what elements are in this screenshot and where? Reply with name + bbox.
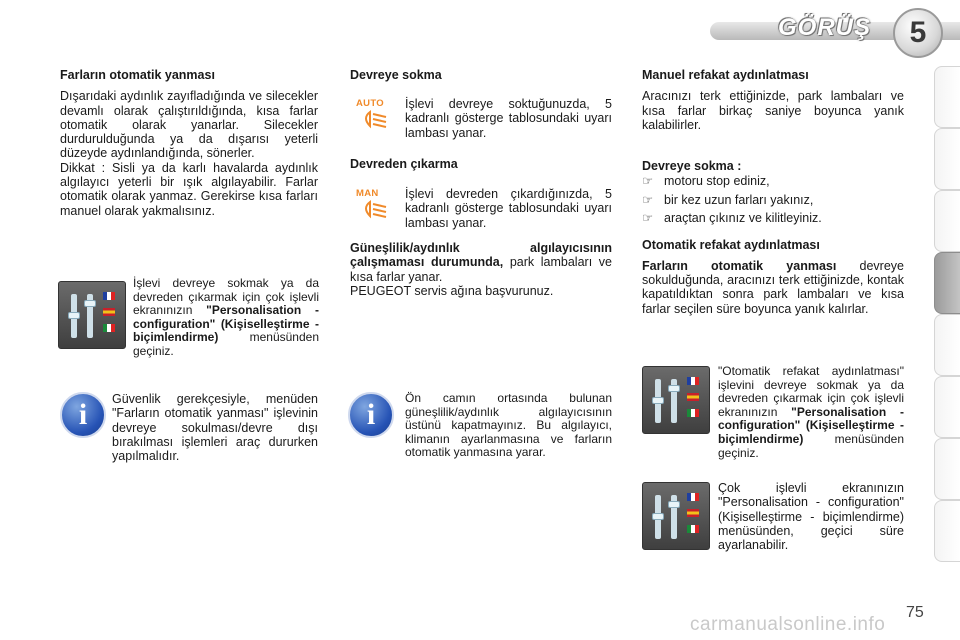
auto-guide-text (642, 259, 904, 316)
section-heading-deactivate-wrap (350, 157, 612, 171)
settings-sliders-icon (642, 366, 710, 434)
chapter-tab-7[interactable] (934, 438, 960, 500)
chapter-tab-2[interactable] (934, 128, 960, 190)
sensor-fault-service: PEUGEOT servis ağına başvurunuz. (350, 283, 554, 298)
settings-menu-name: "Personalisation - configuration" (Kişiselleştirme - biçimlendirme) (718, 404, 904, 446)
list-item: ☞ araçtan çıkınız ve kilitleyiniz. (642, 211, 822, 226)
page-header (0, 0, 960, 62)
column-1 (60, 68, 318, 218)
manual-lamp-icon: MAN (356, 188, 396, 224)
section-heading-auto-guide: Otomatik refakat aydınlatması (642, 238, 820, 253)
chapter-number-badge (893, 8, 943, 58)
info-note-safety: Güvenlik gerekçesiyle, menüden "Farların otomatik yanması" işlevinin devreye sokulması/devre dışı bırakılması işlemleri araç dururken yapılmalıdır. (112, 392, 318, 464)
sensor-fault-text: park lambaları ve kısa farlar yanar. (350, 255, 612, 284)
page-number: 75 (906, 604, 924, 621)
info-icon: i (60, 392, 106, 438)
chapter-tab-4-active[interactable] (934, 252, 960, 314)
section-heading-activate-steps: Devreye sokma : (642, 159, 742, 174)
column-3 (642, 68, 904, 316)
section-heading-manual-guide: Manuel refakat aydınlatması (642, 68, 809, 82)
watermark: carmanualsonline.info (690, 614, 886, 635)
settings-menu-name: "Personalisation - configuration" (Kişiselleştirme - biçimlendirme) (133, 303, 319, 345)
auto-guide-rest: devreye sokulduğunda, aracınızı terk ettiğinizde, kontak kapatıldıktan sonra park lambaları ve kısa farlar seçilen süre boyunca yanık kalırlar. (642, 258, 904, 316)
chapter-tab-5[interactable] (934, 314, 960, 376)
chapter-tab-6[interactable] (934, 376, 960, 438)
manual-guide-text: Aracınızı terk ettiğinizde, park lambaları ve kısa farlar birkaç saniye boyunca yanık kalabilirler. (642, 89, 904, 132)
settings-note-tail: menüsünden geçiniz. (133, 330, 319, 358)
settings-note-3: Çok işlevli ekranınızın "Personalisation - configuration" (Kişiselleştirme - biçimlendirme) menüsünden, geçici süre ayarlanabilir. (718, 481, 904, 553)
settings-note-1 (133, 277, 319, 359)
auto-lamp-icon: AUTO (356, 98, 396, 134)
settings-note-tail: menüsünden geçiniz. (718, 431, 904, 460)
settings-note-text: "Otomatik refakat aydınlatması" işlevini devreye sokmak ya da devreden çıkarmak için çok işlevli ekranınızın (718, 364, 904, 419)
chapter-tab-3[interactable] (934, 190, 960, 252)
pointing-hand-icon: ☞ (642, 211, 654, 226)
list-item: ☞ motoru stop ediniz, (642, 174, 770, 189)
sensor-fault-block (350, 241, 612, 298)
chapter-tab-1[interactable] (934, 66, 960, 128)
settings-sliders-icon (642, 482, 710, 550)
section-heading-activate: Devreye sokma (350, 68, 442, 82)
section-heading-deactivate: Devreden çıkarma (350, 157, 458, 171)
chapter-tab-strip (930, 66, 960, 574)
info-icon: i (348, 392, 394, 438)
column-2 (350, 68, 612, 82)
info-note-sensor: Ön camın ortasında bulunan güneşlilik/aydınlık algılayıcısının üstünü kapatmayınız. Bu algılayıcı, klimanın ayarlanmasına ve farların otomatik yanmasına yarar. (405, 391, 612, 460)
chapter-title: GÖRÜŞ (778, 14, 872, 41)
settings-sliders-icon (58, 281, 126, 349)
list-item: ☞ bir kez uzun farları yakınız, (642, 192, 814, 207)
deactivate-text: İşlevi devreden çıkardığınızda, 5 kadranlı gösterge tablosundaki uyarı lambası yanar. (405, 187, 612, 230)
auto-lights-caution: Dikkat : Sisli ya da karlı havalarda aydınlık algılayıcı yeterli bir ışık algılayabilir. Farlar otomatik olarak yanmaz. Gerekirse kısa farları manuel olarak yakmalısınız. (60, 160, 318, 218)
sensor-fault-heading: Güneşlilik/aydınlık algılayıcısının çalışmaması durumunda, (350, 241, 612, 270)
section-heading-auto-lights: Farların otomatik yanması (60, 68, 215, 82)
pointing-hand-icon: ☞ (642, 192, 654, 207)
settings-note-2 (718, 365, 904, 460)
pointing-hand-icon: ☞ (642, 174, 654, 189)
chapter-tab-8[interactable] (934, 500, 960, 562)
activate-text: İşlevi devreye soktuğunuzda, 5 kadranlı gösterge tablosundaki uyarı lambası yanar. (405, 97, 612, 140)
auto-guide-bold: Farların otomatik yanması (642, 258, 837, 273)
auto-lights-description: Dışarıdaki aydınlık zayıfladığında ve silecekler devamlı olarak çalıştırıldığında, kısa farlar otomatik olarak yanarlar. Silecekler durdurulduğunda ya da dışarısı yeterli düzeyde aydınlandığında, sönerler. (60, 89, 318, 161)
dipped-beam-lamp-icon (356, 98, 396, 134)
dipped-beam-lamp-icon (356, 188, 396, 224)
chapter-number: 5 (909, 16, 927, 49)
settings-note-text: İşlevi devreye sokmak ya da devreden çıkarmak için çok işlevli ekranınızın (133, 276, 319, 318)
